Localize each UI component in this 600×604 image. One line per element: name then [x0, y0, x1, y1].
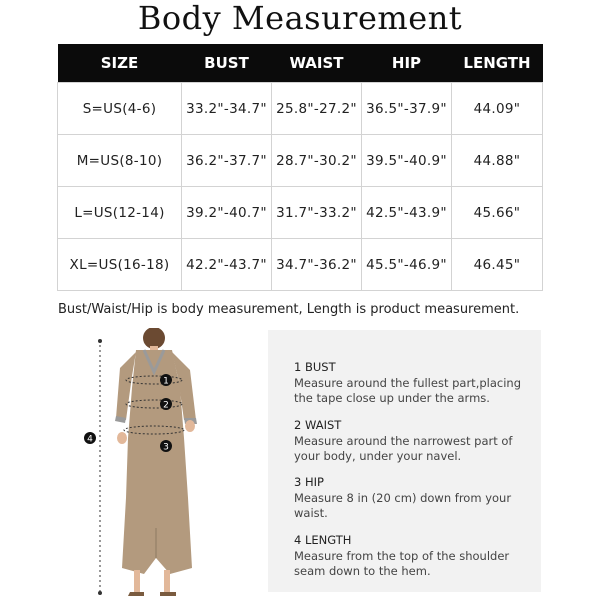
instruction-heading: 1 BUST: [294, 360, 336, 374]
header-bust: BUST: [182, 44, 272, 83]
header-waist: WAIST: [272, 44, 362, 83]
hip-cell: 45.5"-46.9": [362, 239, 452, 291]
right-hand: [185, 420, 195, 432]
left-hand: [117, 432, 127, 444]
size-cell: M=US(8-10): [58, 135, 182, 187]
bust-cell: 36.2"-37.7": [182, 135, 272, 187]
length-guide-top: [98, 339, 102, 343]
waist-cell: 31.7"-33.2": [272, 187, 362, 239]
instruction-waist: [294, 418, 524, 464]
marker-1-label: 1: [163, 376, 169, 387]
hip-cell: 39.5"-40.9": [362, 135, 452, 187]
instruction-text: Measure from the top of the shoulder seam down to the hem.: [294, 549, 510, 578]
instruction-text: Measure around the fullest part,placing the tape close up under the arms.: [294, 376, 521, 405]
table-header-row: [58, 44, 543, 83]
instruction-heading: 3 HIP: [294, 475, 324, 489]
length-cell: 45.66": [452, 187, 543, 239]
left-leg: [134, 570, 140, 592]
instruction-heading: 4 LENGTH: [294, 533, 352, 547]
head-hair: [143, 328, 165, 349]
marker-4-icon: [84, 432, 96, 445]
table-row: [58, 239, 543, 291]
right-leg: [164, 570, 170, 592]
length-cell: 46.45": [452, 239, 543, 291]
table-row: [58, 135, 543, 187]
size-cell: L=US(12-14): [58, 187, 182, 239]
marker-2-label: 2: [163, 400, 169, 411]
instruction-bust: [294, 360, 524, 406]
header-size: SIZE: [58, 44, 182, 83]
header-hip: HIP: [362, 44, 452, 83]
hip-cell: 36.5"-37.9": [362, 83, 452, 135]
instruction-hip: [294, 475, 524, 521]
bust-cell: 33.2"-34.7": [182, 83, 272, 135]
size-chart-table: [57, 44, 543, 291]
model-figure: [60, 328, 250, 600]
instruction-length: [294, 533, 524, 579]
instruction-text: Measure around the narrowest part of your body, under your navel.: [294, 434, 513, 463]
waist-cell: 25.8"-27.2": [272, 83, 362, 135]
measurement-note: Bust/Waist/Hip is body measurement, Length is product measurement.: [58, 302, 520, 317]
instruction-text: Measure 8 in (20 cm) down from your waist.: [294, 491, 512, 520]
waist-cell: 28.7"-30.2": [272, 135, 362, 187]
page-title: Body Measurement: [137, 0, 463, 37]
bust-cell: 39.2"-40.7": [182, 187, 272, 239]
marker-3-label: 3: [163, 442, 169, 453]
instructions-panel: [268, 330, 541, 592]
hip-cell: 42.5"-43.9": [362, 187, 452, 239]
instruction-heading: 2 WAIST: [294, 418, 342, 432]
length-guide-bottom: [98, 591, 102, 595]
right-sandal: [160, 592, 176, 596]
length-cell: 44.88": [452, 135, 543, 187]
bust-cell: 42.2"-43.7": [182, 239, 272, 291]
table-row: [58, 187, 543, 239]
size-cell: S=US(4-6): [58, 83, 182, 135]
waist-cell: 34.7"-36.2": [272, 239, 362, 291]
table-row: [58, 83, 543, 135]
length-cell: 44.09": [452, 83, 543, 135]
left-sandal: [128, 592, 144, 596]
size-cell: XL=US(16-18): [58, 239, 182, 291]
header-length: LENGTH: [452, 44, 543, 83]
dress-illustration: [60, 328, 250, 600]
marker-4-label: 4: [87, 434, 93, 445]
